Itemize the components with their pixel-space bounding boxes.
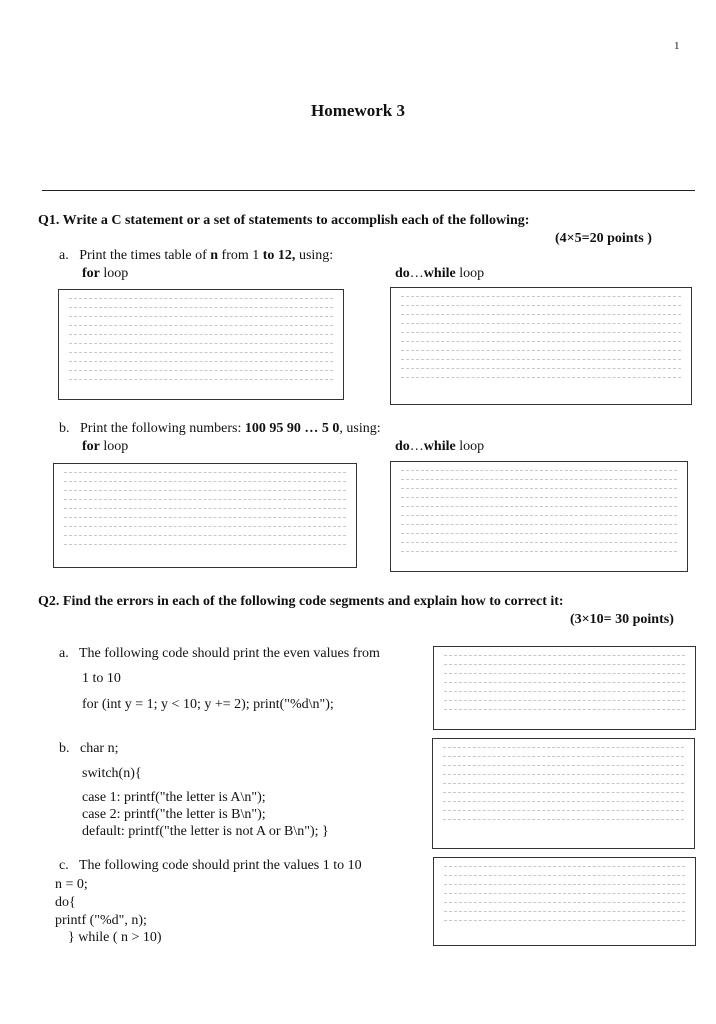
q1b-dowhile-answer-box[interactable] bbox=[390, 461, 688, 572]
q1-points: (4×5=20 points ) bbox=[555, 231, 652, 246]
q2a-text: The following code should print the even values from bbox=[78, 646, 380, 661]
q1b-for-rest: loop bbox=[99, 439, 129, 454]
q2c-answer-box[interactable] bbox=[433, 857, 696, 946]
q2a-line1 bbox=[59, 646, 380, 662]
q1b-for-label bbox=[82, 439, 128, 455]
q2b-marker: b. bbox=[59, 741, 70, 756]
q1b-dowhile-label bbox=[395, 439, 484, 455]
q1-heading: Q1. Write a C statement or a set of statements to accomplish each of the following: bbox=[38, 213, 530, 228]
q1a-do-kw: do bbox=[395, 266, 410, 281]
q1a-text-pre: Print the times table of bbox=[79, 248, 211, 263]
q1b-while-kw: while bbox=[423, 439, 456, 454]
q1a-while-rest: loop bbox=[455, 266, 485, 281]
q1b-for-kw: for bbox=[82, 439, 100, 454]
q2b-line2: switch(n){ bbox=[82, 766, 142, 781]
q1a-n: n bbox=[210, 248, 219, 263]
q2c-line2: n = 0; bbox=[55, 877, 88, 892]
q2c-text: The following code should print the values 1 to 10 bbox=[78, 858, 362, 873]
q2a-line2: 1 to 10 bbox=[82, 671, 121, 686]
q1a-for-kw: for bbox=[82, 266, 100, 281]
q2b-line1 bbox=[59, 741, 118, 757]
q1b-marker: b. bbox=[59, 421, 70, 436]
q1a-ellipsis: … bbox=[409, 266, 424, 281]
q1a-for-rest: loop bbox=[99, 266, 129, 281]
q2b-text: char n; bbox=[80, 741, 119, 756]
q1b-text-post: , using: bbox=[339, 421, 381, 436]
q2-heading: Q2. Find the errors in each of the following code segments and explain how to correct it: bbox=[38, 594, 564, 609]
q1b-for-answer-box[interactable] bbox=[53, 463, 357, 568]
q1a-to12: to 12, bbox=[262, 248, 296, 263]
q1a-while-kw: while bbox=[423, 266, 456, 281]
q1a-for-answer-box[interactable] bbox=[58, 289, 344, 400]
q2a-answer-box[interactable] bbox=[433, 646, 696, 730]
q2a-marker: a. bbox=[59, 646, 69, 661]
page-title: Homework 3 bbox=[311, 101, 405, 120]
q2-points: (3×10= 30 points) bbox=[570, 612, 674, 627]
q2b-answer-box[interactable] bbox=[432, 738, 695, 849]
q2b-line5: default: printf("the letter is not A or B\n"); } bbox=[82, 824, 329, 839]
q2c-line3: do{ bbox=[55, 895, 76, 910]
q2b-line4: case 2: printf("the letter is B\n"); bbox=[82, 807, 266, 822]
q1b-text-pre: Print the following numbers: bbox=[80, 421, 245, 436]
q2c-line1 bbox=[59, 858, 362, 874]
q1b-while-rest: loop bbox=[455, 439, 485, 454]
q2b-line3: case 1: printf("the letter is A\n"); bbox=[82, 790, 266, 805]
page-number: 1 bbox=[674, 40, 680, 52]
q1b-do-kw: do bbox=[395, 439, 410, 454]
q1a-dowhile-label bbox=[395, 266, 484, 282]
q1a-marker: a. bbox=[59, 248, 69, 263]
q1b-ellipsis: … bbox=[409, 439, 424, 454]
q1a-text-mid: from 1 bbox=[218, 248, 263, 263]
header-divider bbox=[42, 190, 695, 191]
q1a-dowhile-answer-box[interactable] bbox=[390, 287, 692, 405]
q1b-prompt bbox=[59, 421, 381, 437]
q1a-prompt bbox=[59, 248, 333, 264]
q1b-numbers: 100 95 90 … 5 0 bbox=[244, 421, 340, 436]
q2c-line5: } while ( n > 10) bbox=[68, 930, 162, 945]
q1a-for-label bbox=[82, 266, 128, 282]
q2a-line3: for (int y = 1; y < 10; y += 2); print("%d\n"); bbox=[82, 697, 334, 712]
q2c-marker: c. bbox=[59, 858, 69, 873]
q1a-text-post: using: bbox=[295, 248, 334, 263]
q2c-line4: printf ("%d", n); bbox=[55, 913, 147, 928]
